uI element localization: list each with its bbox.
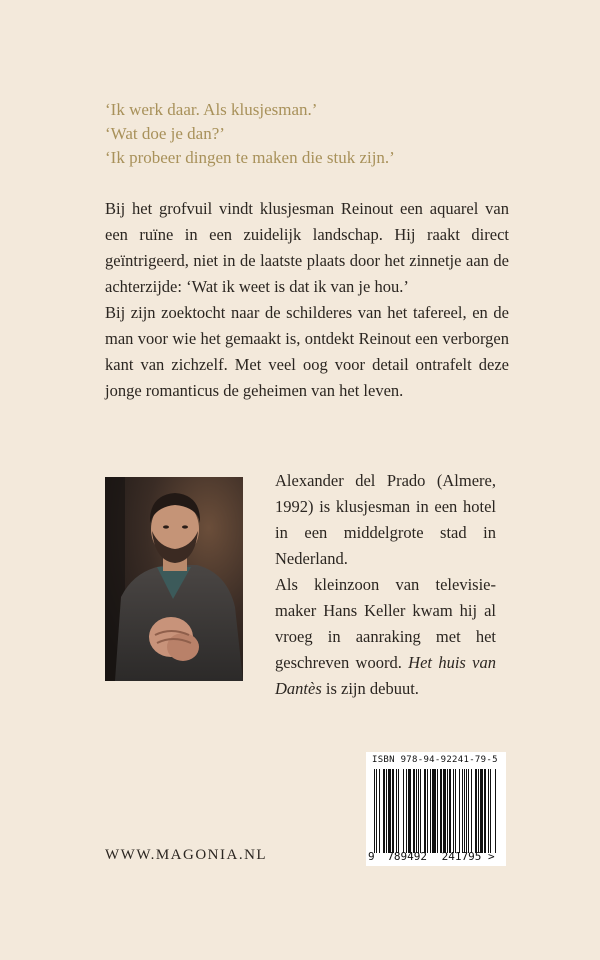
barcode-bar bbox=[406, 769, 407, 853]
publisher-website: WWW.MAGONIA.NL bbox=[105, 847, 268, 863]
barcode-bar bbox=[478, 769, 479, 853]
ean-group-1: 789492 bbox=[387, 850, 427, 863]
barcode-bar bbox=[413, 769, 415, 853]
barcode-bar bbox=[432, 769, 436, 853]
book-blurb bbox=[105, 196, 509, 404]
blurb-paragraph-1: Bij het grofvuil vindt klusjesman Reinout een aquarel van een ruïne in een zuidelijk landschap. Hij raakt direct geïntrigeerd, niet in de laatste plaats door het zinnetje aan de achterzijde: ‘Wat ik weet is dat ik van je hou.’ bbox=[105, 199, 509, 296]
barcode-bar bbox=[447, 769, 448, 853]
isbn-barcode bbox=[366, 752, 506, 866]
barcode-bar bbox=[464, 769, 465, 853]
barcode-bar bbox=[440, 769, 442, 853]
barcode-bar bbox=[480, 769, 483, 853]
barcode-bar bbox=[376, 769, 377, 853]
barcode-bar bbox=[462, 769, 463, 853]
ean-trail: > bbox=[488, 850, 495, 863]
quote-line-3: ‘Ik probeer dingen te maken die stuk zijn.’ bbox=[105, 148, 395, 167]
barcode-bar bbox=[443, 769, 446, 853]
bio-paragraph-2 bbox=[275, 572, 496, 702]
ean-group-2: 241795 bbox=[441, 850, 482, 863]
barcode-bar bbox=[449, 769, 451, 853]
blurb-paragraph-2: Bij zijn zoektocht naar de schilderes van het tafereel, en de man voor wie het gemaakt is, ontdekt Reinout een verborgen kant van zichzelf. Met veel oog voor detail ontrafelt deze jonge romanticus de geheimen van het leven. bbox=[105, 303, 509, 400]
barcode-bar bbox=[418, 769, 419, 853]
barcode-bar bbox=[484, 769, 486, 853]
barcode-bar bbox=[495, 769, 496, 853]
barcode-bar bbox=[408, 769, 411, 853]
barcode-bar bbox=[374, 769, 375, 853]
opening-quote bbox=[105, 98, 525, 170]
bio-paragraph-1: Alexander del Prado (Almere, 1992) is klusjesman in een hotel in een middelgrote stad in Nederland. bbox=[275, 471, 496, 568]
barcode-bar bbox=[396, 769, 397, 853]
author-photo bbox=[105, 477, 243, 681]
barcode-bar bbox=[424, 769, 426, 853]
barcode-bar bbox=[420, 769, 421, 853]
barcode-bar bbox=[386, 769, 387, 853]
bio-paragraph-2-start: Als kleinzoon van televisie-maker Hans Keller kwam hij al vroeg in aanraking met het geschreven woord. bbox=[275, 575, 496, 672]
quote-line-1: ‘Ik werk daar. Als klusjesman.’ bbox=[105, 100, 318, 119]
quote-line-2: ‘Wat doe je dan?’ bbox=[105, 124, 225, 143]
barcode-bar bbox=[455, 769, 456, 853]
bio-paragraph-2-end: is zijn debuut. bbox=[321, 679, 419, 698]
barcode-bar bbox=[392, 769, 394, 853]
barcode-bar bbox=[475, 769, 477, 853]
barcode-bar bbox=[398, 769, 399, 853]
barcode-bar bbox=[471, 769, 472, 853]
barcode-bars bbox=[374, 769, 498, 853]
barcode-bar bbox=[466, 769, 467, 853]
ean-digits bbox=[368, 850, 504, 863]
isbn-label: ISBN 978-94-92241-79-5 bbox=[372, 755, 498, 765]
author-bio bbox=[275, 468, 496, 702]
barcode-bar bbox=[468, 769, 469, 853]
barcode-bar bbox=[379, 769, 380, 853]
barcode-bar bbox=[453, 769, 454, 853]
barcode-bar bbox=[430, 769, 431, 853]
book-title: Het huis van Dantès bbox=[275, 653, 496, 698]
barcode-bar bbox=[388, 769, 391, 853]
ean-lead: 9 bbox=[368, 850, 375, 863]
barcode-bar bbox=[416, 769, 417, 853]
barcode-bar bbox=[403, 769, 404, 853]
barcode-bar bbox=[383, 769, 385, 853]
barcode-bar bbox=[427, 769, 428, 853]
barcode-bar bbox=[459, 769, 460, 853]
barcode-bar bbox=[490, 769, 491, 853]
barcode-bar bbox=[437, 769, 438, 853]
barcode-bar bbox=[488, 769, 489, 853]
